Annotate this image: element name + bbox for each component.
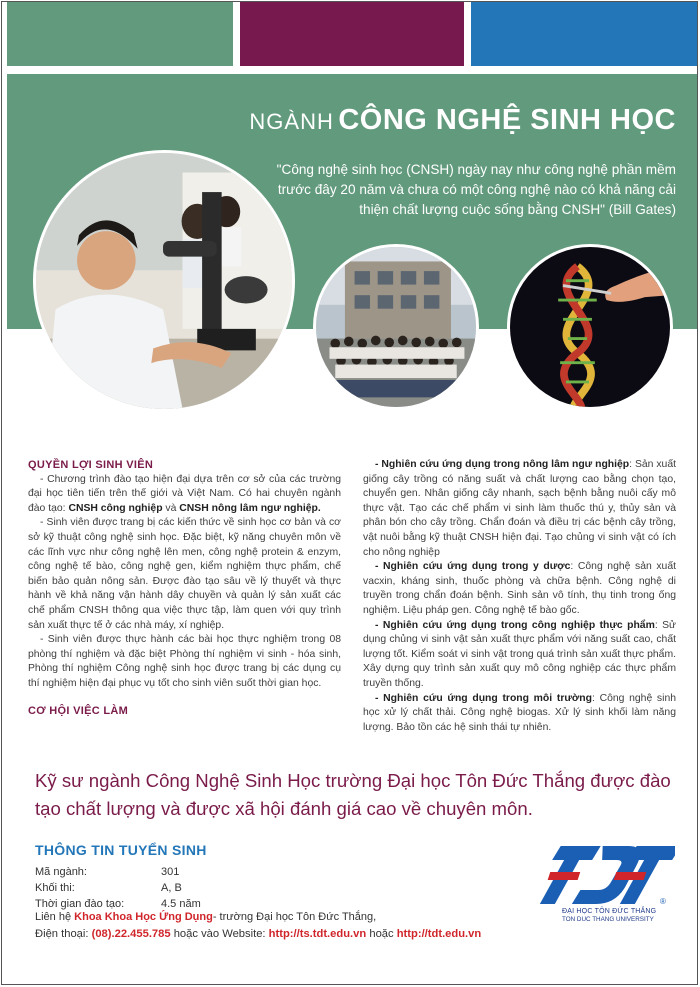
title-main: CÔNG NGHỆ SINH HỌC <box>338 104 676 136</box>
top-bar-purple <box>240 2 464 66</box>
phone-web-row <box>35 928 481 940</box>
job-item-title: - Nghiên cứu ứng dụng trong công nghiệp thực phẩm <box>375 619 655 631</box>
major-code-value: 301 <box>161 866 180 878</box>
web-or: hoặc <box>366 928 397 940</box>
job-item-title: - Nghiên cứu ứng dụng trong môi trường <box>375 692 592 704</box>
job-item-title: - Nghiên cứu ứng dụng trong y dược <box>375 561 571 573</box>
page-title <box>249 104 676 137</box>
job-item-text: : Công nghệ sinh học xử lý chất thải. Công nghệ biogas. Xử lý sinh khối làm năng lượng. Bảo tồn các hệ sinh thái tự nhiên. <box>363 692 676 733</box>
contact-prefix: Liên hệ <box>35 911 75 923</box>
website-link-ts[interactable]: http://ts.tdt.edu.vn <box>268 928 367 940</box>
jobs-heading: CƠ HỘI VIỆC LÀM <box>28 704 129 717</box>
contact-suffix: - trường Đại học Tôn Đức Thắng, <box>212 911 377 923</box>
job-item-title: - Nghiên cứu ứng dụng trong nông lâm ngư nghiệp <box>375 459 630 470</box>
web-prefix: hoặc vào Website: <box>170 928 269 940</box>
contact-faculty: Khoa Khoa Học Ứng Dụng <box>74 911 213 923</box>
job-item-text: : Sử dụng chủng vi sinh vật sản xuất thực phẩm với năng suất cao, chất lượng tốt. Kiểm soát vi sinh vật trong quá trình sản xuất thực phẩm. Xây dựng quy trình sản xuất quy mô công nghiệp các thực phẩm truyền thống. <box>363 619 676 689</box>
website-link-main[interactable]: http://tdt.edu.vn <box>396 928 482 940</box>
promo-statement: Kỹ sư ngành Công Nghệ Sinh Học trường Đại học Tôn Đức Thắng được đào tạo chất lượng và được xã hội đánh giá cao về chuyên môn. <box>35 770 671 819</box>
benefits-heading: QUYỀN LỢI SINH VIÊN <box>28 459 154 471</box>
top-bar-green <box>7 2 233 66</box>
exam-blocks-label: Khối thi: <box>35 882 75 894</box>
phone-number: (08).22.455.785 <box>91 928 171 940</box>
major-and: và <box>162 502 180 514</box>
duration-row <box>35 898 201 910</box>
title-prefix: NGÀNH <box>249 109 334 134</box>
student-group-photo <box>313 244 479 410</box>
duration-value: 4.5 năm <box>161 898 201 910</box>
left-column <box>28 458 341 718</box>
logo-name-en: TON DUC THANG UNIVERSITY <box>562 916 654 923</box>
major-agriculture: CNSH nông lâm ngư nghiệp. <box>179 502 321 514</box>
job-item-text: : Sản xuất giống cây trồng có năng suất và chất lượng cao bằng chọn tạo, chuyển gen. Nhân giống cây nhanh, sạch bệnh bằng nuôi cấy mô thực vật. Tạo các chế phẩm vi sinh làm thuốc thú y, thủy sản và phân bón cho cây trồng. Chẩn đoán và điều trị các bệnh cây trồng, vật nuôi bằng kỹ thuật CNSH hiện đại. Tạo chủng vi sinh vật có ích cho nông nghiệp <box>363 459 676 558</box>
logo-reg-mark: ® <box>660 897 666 906</box>
job-item-medicine <box>363 560 676 618</box>
top-bar-blue <box>471 2 698 66</box>
job-item-agriculture <box>363 458 676 560</box>
major-industrial: CNSH công nghiệp <box>68 502 163 514</box>
logo-name-vi: ĐẠI HỌC TÔN ĐỨC THẮNG <box>562 908 657 915</box>
benefits-paragraph-3: - Sinh viên được thực hành các bài học thực nghiệm trong 08 phòng thí nghiệm và đặc biệt Phòng thí nghiệm vi sinh - hóa sinh, Phòng thí nghiệm Công nghệ sinh học được trang bị các dụng cụ thí nghiệm hiện đại phục vụ tốt cho sinh viên suốt thời gian học. <box>28 634 341 689</box>
job-item-environment <box>363 692 676 736</box>
duration-label: Thời gian đào tạo: <box>35 898 125 910</box>
contact-row <box>35 911 376 923</box>
exam-blocks-value: A, B <box>161 882 182 894</box>
lab-microscope-photo <box>33 150 295 412</box>
right-column <box>363 458 676 735</box>
bill-gates-quote: "Công nghệ sinh học (CNSH) ngày nay như công nghệ phần mềm trước đây 20 năm và chưa có một công nghệ nào có khả năng cải thiện chất lượng cuộc sống bằng CNSH" (Bill Gates) <box>276 162 676 217</box>
major-code-row <box>35 866 179 878</box>
benefits-paragraph-1 <box>28 473 341 517</box>
dna-helix-photo <box>507 244 673 410</box>
job-item-text: : Công nghệ sản xuất vacxin, kháng sinh, thuốc phòng và chữa bệnh. Công nghệ di truyền trong chẩn đoán bệnh. Sinh sản vô tính, thụ tinh trong ống nghiệm. Liệu pháp gen. Công nghệ tế bào gốc. <box>363 561 676 616</box>
admission-title: THÔNG TIN TUYỂN SINH <box>35 842 207 858</box>
job-item-food <box>363 619 676 692</box>
phone-label: Điện thoại: <box>35 928 92 940</box>
benefits-paragraph-2: - Sinh viên được trang bị các kiến thức về sinh học cơ bản và cơ sở kỹ thuật công nghệ sinh học. Đặc biệt, kỹ năng chuyên môn về các lĩnh vực như công nghệ lên men, công nghệ protein & enzym, công nghệ tế bào, công nghệ gen, kiểm nghiệm thực phẩm, chế biến bảo quản nông sản. Được đào tạo sâu về lý thuyết và thực hành về khả năng vận hành dây chuyền và quản lý sản xuất các chế phẩm CNSH thông qua việc thực tập, làm quen với quy trình sản xuất thực tế ở các nhà máy, xí nghiệp. <box>28 517 341 631</box>
exam-blocks-row <box>35 882 182 894</box>
benefits-p1-text: - Chương trình đào tạo hiện đại dựa trên cơ sở của các trường đại học tiên tiến trên thế giới và Việt Nam. Có hai chuyên ngành đào tạo: <box>28 473 341 514</box>
major-code-label: Mã ngành: <box>35 866 87 878</box>
